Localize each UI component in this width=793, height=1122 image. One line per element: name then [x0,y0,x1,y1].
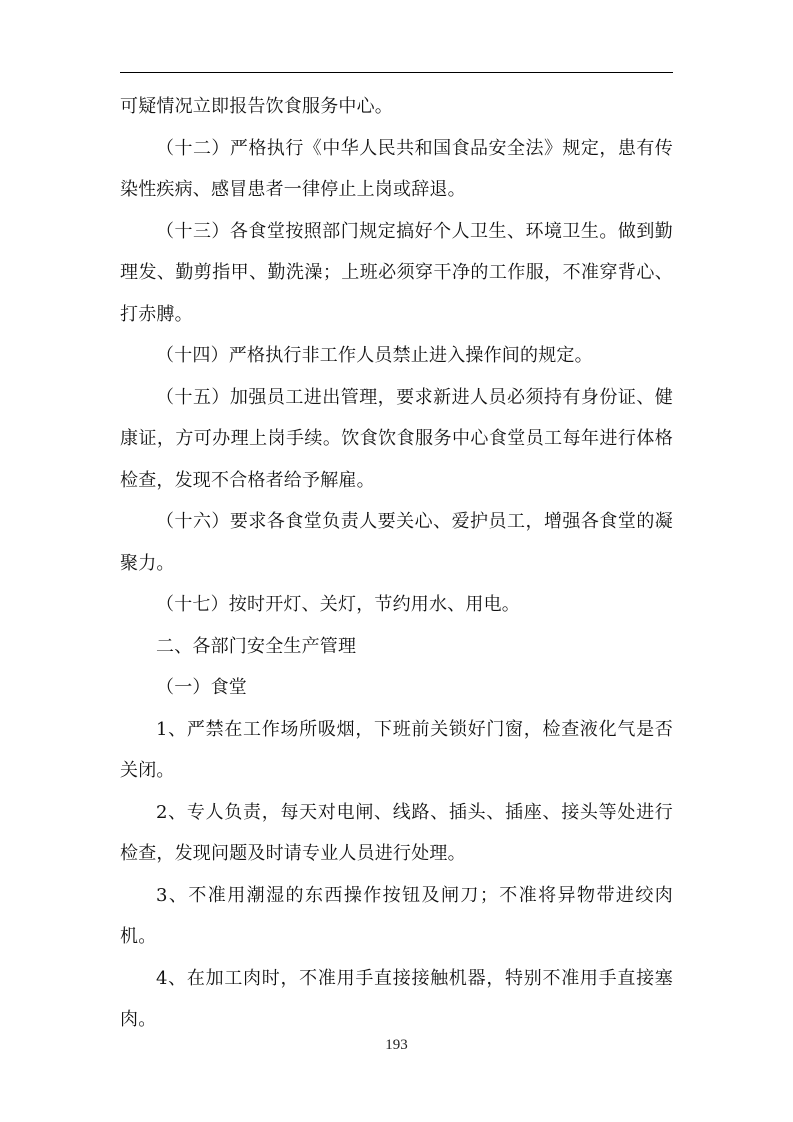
list-item-3: 3、不准用潮湿的东西操作按钮及闸刀；不准将异物带进绞肉机。 [120,884,673,947]
paragraph-item-16: （十六）要求各食堂负责人要关心、爱护员工，增强各食堂的凝聚力。 [120,511,673,574]
document-body [120,86,673,1041]
subsection-heading: （一）食堂 [156,677,247,698]
paragraph-item-12: （十二）严格执行《中华人民共和国食品安全法》规定，患有传染性疾病、感冒患者一律停止上岗或辞退。 [120,137,673,200]
list-item-1: 1、严禁在工作场所吸烟，下班前关锁好门窗，检查液化气是否关闭。 [120,718,673,781]
header-rule [120,72,673,73]
list-item-4: 4、在加工肉时，不准用手直接接触机器，特别不准用手直接塞肉。 [120,967,673,1030]
section-heading: 二、各部门安全生产管理 [156,635,357,657]
page-number: 193 [385,1037,408,1053]
paragraph-item-13: （十三）各食堂按照部门规定搞好个人卫生、环境卫生。做到勤理发、勤剪指甲、勤洗澡；上班必须穿干净的工作服，不准穿背心、打赤膊。 [120,220,673,325]
paragraph-item-15: （十五）加强员工进出管理，要求新进人员必须持有身份证、健康证，方可办理上岗手续。饮食饮食服务中心食堂员工每年进行体格检查，发现不合格者给予解雇。 [120,386,673,491]
paragraph-item-14: （十四）严格执行非工作人员禁止进入操作间的规定。 [156,345,593,366]
list-item-2: 2、专人负责，每天对电闸、线路、插头、插座、接头等处进行检查，发现问题及时请专业人员进行处理。 [120,801,673,864]
paragraph-continuation: 可疑情况立即报告饮食服务中心。 [120,96,393,117]
paragraph-item-17: （十七）按时开灯、关灯，节约用水、用电。 [156,594,520,615]
